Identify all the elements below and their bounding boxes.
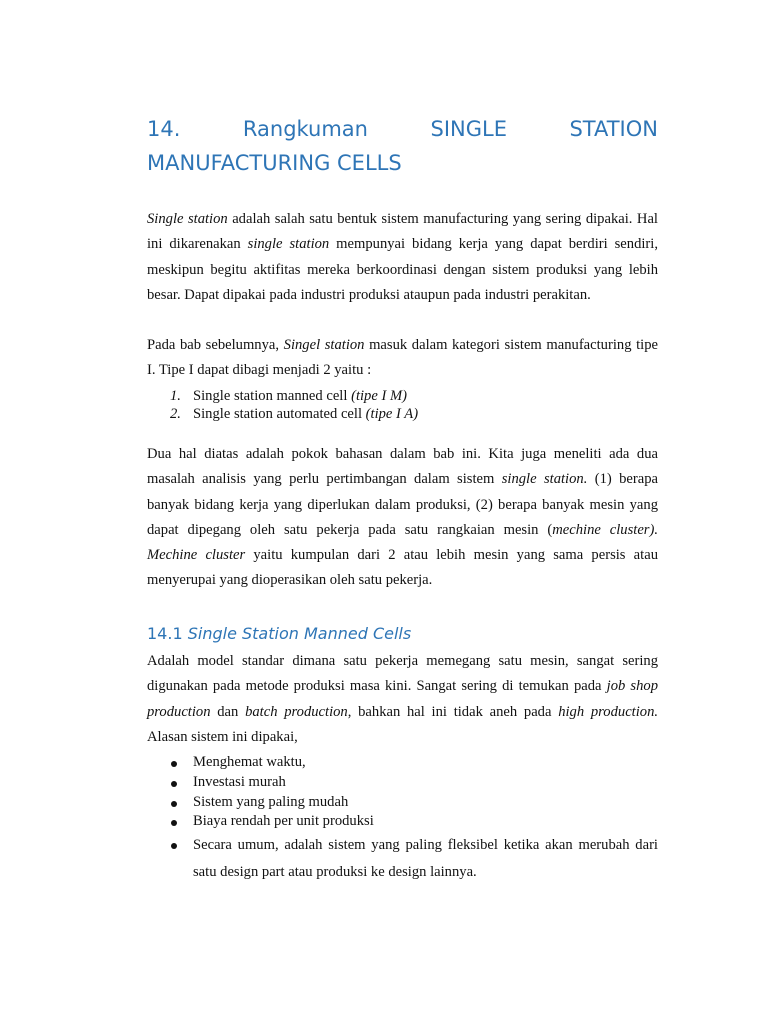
chapter-word-rangkuman: Rangkuman: [242, 117, 368, 141]
list-number: 2.: [170, 406, 181, 422]
manned-term-2: batch production: [245, 703, 348, 720]
analysis-term-2: mechine cluster). Mechine cluster: [147, 521, 658, 564]
manned-term-3: high production.: [558, 703, 659, 720]
list-item: [147, 387, 658, 405]
analysis-text-2: (1) berapa banyak bidang kerja yang diperlukan dalam produksi, (2) berapa banyak mesin yang dapat dipegang oleh satu pekerja pada satu rangkaian mesin (: [147, 471, 659, 538]
chapter-heading-line2: MANUFACTURING CELLS: [147, 151, 402, 175]
bullet-icon: [171, 781, 177, 787]
section-number: 14.1: [147, 624, 188, 643]
list-item: [147, 832, 658, 886]
manned-term-1: job shop production: [147, 678, 658, 720]
paragraph-analysis: [147, 442, 658, 594]
chapter-word-station: STATION: [569, 117, 658, 141]
types-text-1: Pada bab sebelumnya,: [147, 337, 284, 353]
paragraph-types: [147, 333, 658, 384]
analysis-text-3: yaitu kumpulan dari 2 atau lebih mesin yang sama persis atau menyerupai yang dioperasikan oleh satu pekerja.: [147, 547, 658, 589]
paragraph-manned: [147, 649, 658, 750]
analysis-text-1: Dua hal diatas adalah pokok bahasan dalam bab ini. Kita juga meneliti ada dua masalah analisis yang perlu pertimbangan dalam sistem: [147, 446, 658, 488]
section-heading: [147, 620, 411, 648]
list-item-text: Menghemat waktu,: [193, 754, 306, 770]
list-item-text: Biaya rendah per unit produksi: [193, 813, 374, 830]
intro-text-2: mempunyai bidang kerja yang dapat berdiri sendiri, meskipun begitu aktifitas mereka berkoordinasi dengan sistem produksi yang lebih besar. Dapat dipakai pada industri produksi ataupun pada industri perakitan.: [147, 236, 658, 303]
manned-text-4: Alasan sistem ini dipakai,: [147, 728, 298, 745]
list-item-tag: (tipe I A): [365, 406, 419, 422]
types-text-2: masuk dalam kategori sistem manufacturing tipe I. Tipe I dapat dibagi menjadi 2 yaitu :: [147, 337, 658, 379]
list-item: [147, 405, 658, 423]
list-item: [147, 773, 658, 793]
section-title: Single Station Manned Cells: [187, 624, 412, 643]
intro-text-1: adalah salah satu bentuk sistem manufacturing yang sering dipakai. Hal ini dikarenakan: [147, 211, 658, 253]
reasons-list: [147, 753, 658, 886]
paragraph-intro: [147, 207, 658, 308]
manned-text-3: , bahkan hal ini tidak aneh pada: [347, 703, 559, 720]
bullet-icon: [171, 820, 177, 826]
chapter-word-single: SINGLE: [430, 117, 507, 141]
intro-term: Single station: [147, 211, 228, 227]
list-item-text: Secara umum, adalah sistem yang paling fleksibel ketika akan merubah dari satu design part atau produksi ke design lainnya.: [193, 837, 658, 881]
intro-term-2: single station: [247, 236, 330, 253]
list-item: [147, 812, 658, 832]
list-item-text: Sistem yang paling mudah: [193, 793, 349, 810]
manned-text-2: dan: [210, 703, 246, 720]
analysis-term-1: single station.: [501, 471, 588, 488]
types-term: Singel station: [283, 337, 365, 353]
chapter-number: 14.: [147, 117, 181, 141]
list-item-text: Single station automated cell: [193, 406, 366, 422]
list-item-text: Investasi murah: [193, 773, 286, 790]
types-list: [147, 387, 658, 423]
manned-text-1: Adalah model standar dimana satu pekerja memegang satu mesin, sangat sering digunakan pada metode produksi masa kini. Sangat sering di temukan pada: [147, 653, 658, 695]
list-item: [147, 753, 658, 773]
list-item-tag: (tipe I M): [351, 388, 407, 404]
list-number: 1.: [170, 388, 181, 404]
list-item: [147, 793, 658, 813]
bullet-icon: [171, 801, 177, 807]
bullet-icon: [171, 843, 177, 849]
bullet-icon: [171, 761, 177, 767]
chapter-heading: [147, 112, 658, 180]
list-item-text: Single station manned cell: [193, 388, 352, 404]
chapter-heading-line1: [147, 112, 658, 146]
